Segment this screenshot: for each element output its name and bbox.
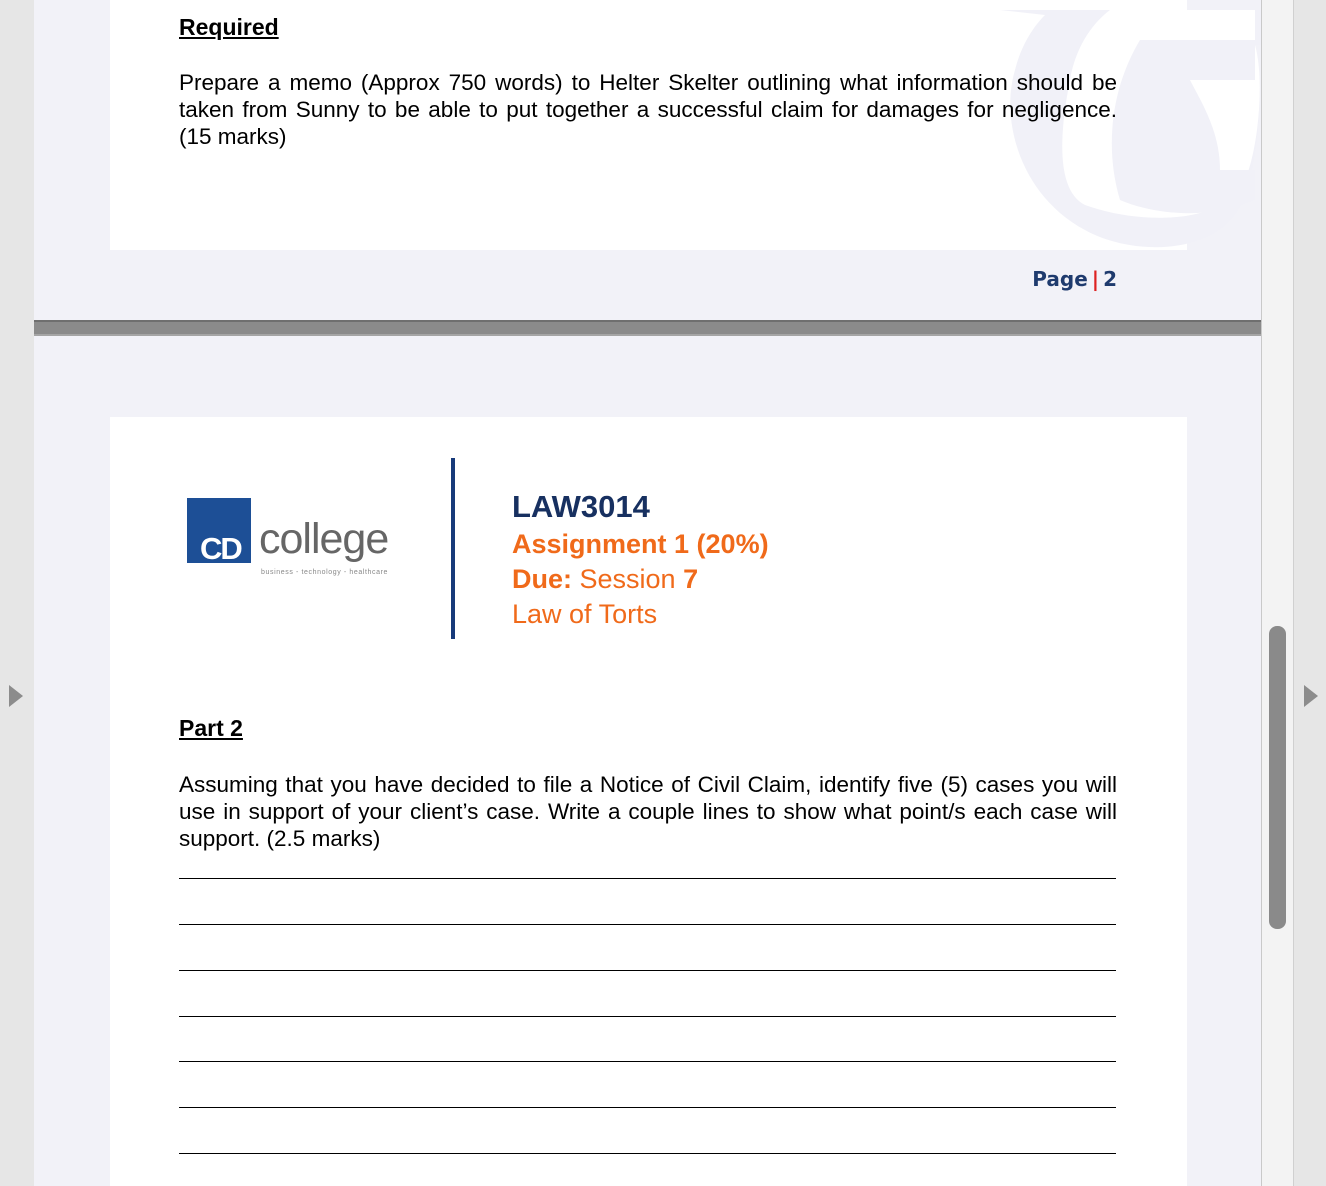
previous-page-arrow-icon[interactable] <box>9 685 23 707</box>
answer-line[interactable] <box>179 970 1116 971</box>
part-2-paragraph: Assuming that you have decided to file a Notice of Civil Claim, identify five (5) cases you will use in support of your client’s case. Write a couple lines to show what point/s each case will support. (2.5 marks) <box>179 772 1117 851</box>
answer-line[interactable] <box>179 1016 1116 1017</box>
due-label: Due: <box>512 564 572 594</box>
answer-line[interactable] <box>179 1153 1116 1154</box>
logo-box-text: CD <box>200 531 241 566</box>
course-code: LAW3014 <box>512 489 650 524</box>
header-divider <box>451 458 455 639</box>
right-side-panel <box>1293 0 1326 1186</box>
vertical-scrollbar-thumb[interactable] <box>1269 626 1286 929</box>
required-heading: Required <box>179 14 279 40</box>
answer-line[interactable] <box>179 924 1116 925</box>
next-page-arrow-icon[interactable] <box>1304 685 1318 707</box>
logo-box <box>187 498 251 566</box>
subject-title: Law of Torts <box>512 599 658 629</box>
page-separator: | <box>1091 267 1100 291</box>
answer-line[interactable] <box>179 878 1116 879</box>
part-2-heading: Part 2 <box>179 715 243 741</box>
due-session: Session <box>579 564 676 594</box>
required-paragraph: Prepare a memo (Approx 750 words) to Helter Skelter outlining what information should be taken from Sunny to be able to put together a successful claim for damages for negligence. (15 marks) <box>179 70 1117 149</box>
due-line <box>512 564 698 595</box>
page-number <box>1000 267 1117 291</box>
due-number: 7 <box>683 564 699 594</box>
logo-tagline: business - technology - healthcare <box>261 569 389 576</box>
page-number-value: 2 <box>1103 267 1117 291</box>
assignment-title: Assignment 1 (20%) <box>512 529 769 559</box>
answer-line[interactable] <box>179 1061 1116 1062</box>
logo-wordmark: college <box>259 515 389 563</box>
vertical-scrollbar-track[interactable] <box>1261 0 1294 1186</box>
page-label: Page <box>1032 267 1088 291</box>
answer-line[interactable] <box>179 1107 1116 1108</box>
college-logo <box>187 498 397 580</box>
page-break-divider <box>34 320 1261 336</box>
